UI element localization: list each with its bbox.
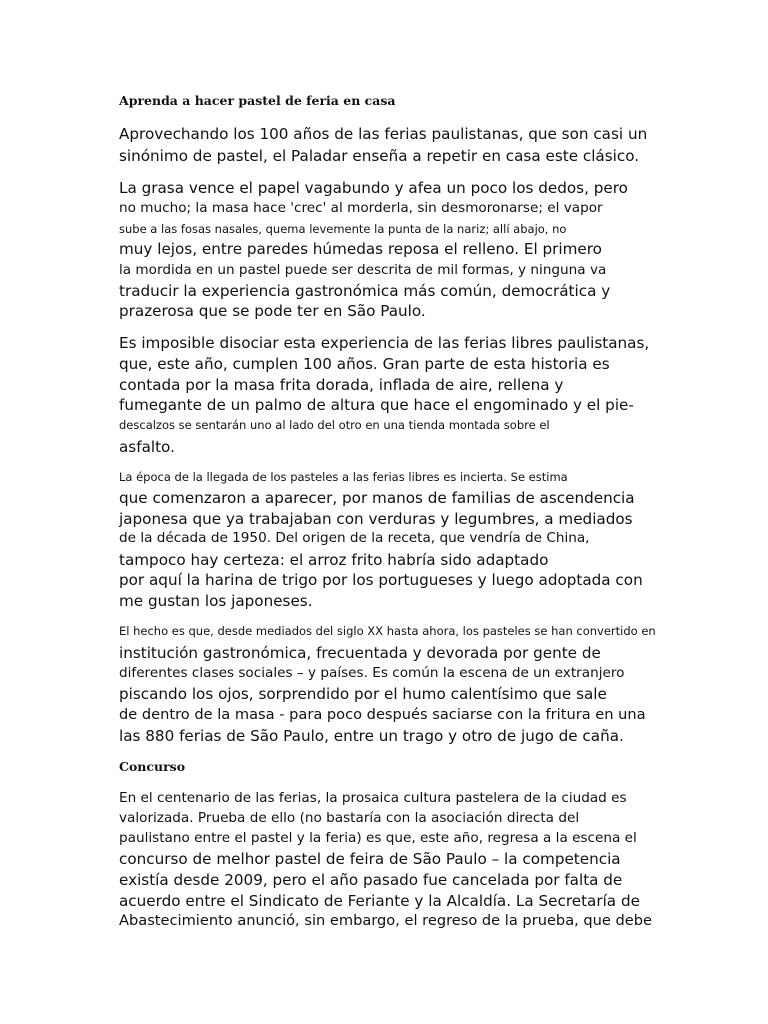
paragraph-line: tampoco hay certeza: el arroz frito habría sido adaptado: [119, 551, 549, 569]
paragraph-line: no mucho; la masa hace 'crec' al morderla, sin desmoronarse; el vapor: [119, 200, 603, 216]
paragraph-line: institución gastronómica, frecuentada y devorada por gente de: [119, 644, 601, 662]
paragraph-line: las 880 ferias de São Paulo, entre un trago y otro de jugo de caña.: [119, 727, 624, 745]
paragraph-line: concurso de melhor pastel de feira de São Paulo – la competencia: [119, 850, 621, 868]
paragraph-line: la mordida en un pastel puede ser descrita de mil formas, y ninguna va: [119, 262, 607, 278]
paragraph-line: acuerdo entre el Sindicato de Feriante y la Alcaldía. La Secretaría de: [119, 892, 640, 910]
section-heading: Concurso: [119, 759, 186, 774]
paragraph-line: La época de la llegada de los pasteles a las ferias libres es incierta. Se estima: [119, 470, 568, 484]
paragraph-line: diferentes clases sociales – y países. Es común la escena de un extranjero: [119, 665, 625, 681]
paragraph-line: por aquí la harina de trigo por los portugueses y luego adoptada con: [119, 571, 643, 589]
paragraph-line: Es imposible disociar esta experiencia de las ferias libres paulistanas,: [119, 334, 650, 352]
paragraph-line: sinónimo de pastel, el Paladar enseña a repetir en casa este clásico.: [119, 147, 640, 165]
paragraph-line: valorizada. Prueba de ello (no bastaría con la asociación directa del: [119, 810, 580, 826]
paragraph-line: de dentro de la masa - para poco después saciarse con la fritura en una: [119, 706, 646, 723]
paragraph-line: sube a las fosas nasales, quema levemente la punta de la nariz; allí abajo, no: [119, 222, 567, 236]
paragraph-line: En el centenario de las ferias, la prosaica cultura pastelera de la ciudad es: [119, 790, 627, 806]
paragraph-line: que, este año, cumplen 100 años. Gran parte de esta historia es: [119, 355, 610, 373]
paragraph-line: Aprovechando los 100 años de las ferias paulistanas, que son casi un: [119, 125, 648, 143]
paragraph-line: traducir la experiencia gastronómica más común, democrática y: [119, 282, 611, 300]
paragraph-line: Abastecimiento anunció, sin embargo, el regreso de la prueba, que debe: [119, 912, 653, 929]
paragraph-line: me gustan los japoneses.: [119, 592, 313, 610]
paragraph-line: contada por la masa frita dorada, inflada de aire, rellena y: [119, 376, 564, 394]
paragraph-line: prazerosa que se pode ter en São Paulo.: [119, 302, 426, 320]
paragraph-line: La grasa vence el papel vagabundo y afea un poco los dedos, pero: [119, 179, 628, 197]
paragraph-line: muy lejos, entre paredes húmedas reposa el relleno. El primero: [119, 240, 602, 258]
paragraph-line: descalzos se sentarán uno al lado del otro en una tienda montada sobre el: [119, 418, 550, 432]
paragraph-line: El hecho es que, desde mediados del siglo XX hasta ahora, los pasteles se han convertido en: [119, 624, 656, 638]
paragraph-line: de la década de 1950. Del origen de la receta, que vendría de China,: [119, 530, 590, 546]
paragraph-line: existía desde 2009, pero el año pasado fue cancelada por falta de: [119, 871, 623, 889]
paragraph-line: piscando los ojos, sorprendido por el humo calentísimo que sale: [119, 685, 607, 703]
paragraph-line: asfalto.: [119, 438, 175, 456]
paragraph-line: fumegante de un palmo de altura que hace el engominado y el pie-: [119, 396, 634, 414]
article-title: Aprenda a hacer pastel de feria en casa: [119, 93, 396, 108]
paragraph-line: paulistano entre el pastel y la feria) es que, este año, regresa a la escena el: [119, 830, 637, 846]
paragraph-line: japonesa que ya trabajaban con verduras y legumbres, a mediados: [119, 510, 633, 528]
paragraph-line: que comenzaron a aparecer, por manos de familias de ascendencia: [119, 489, 635, 507]
